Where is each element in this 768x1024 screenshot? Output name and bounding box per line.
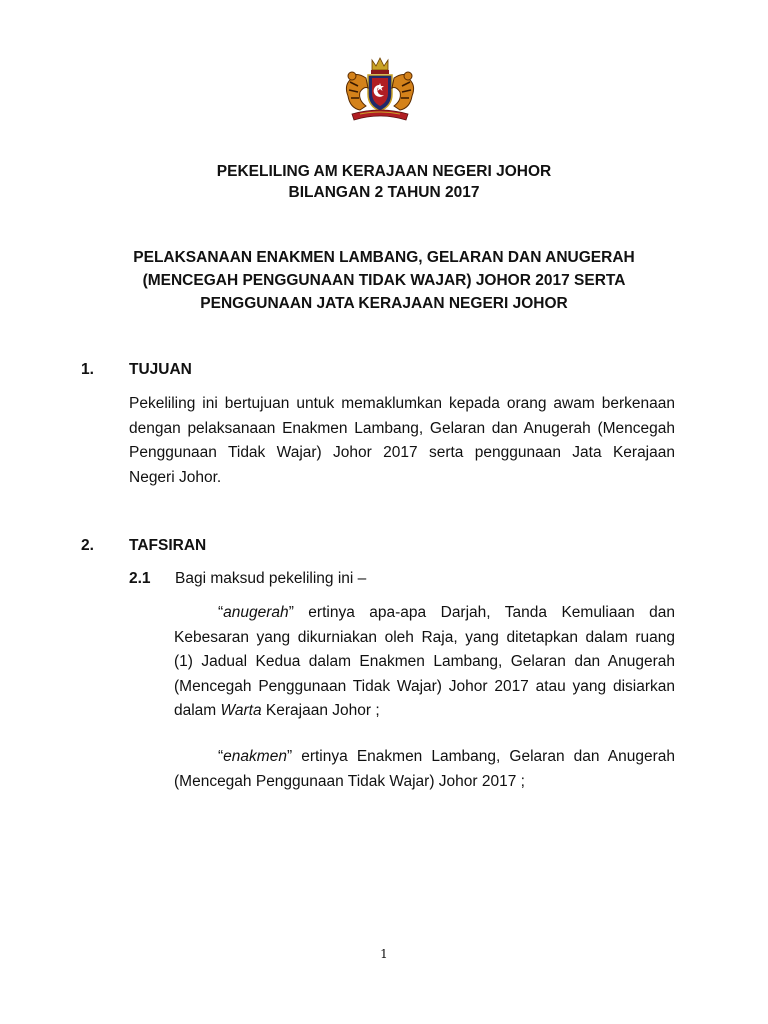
- definition-line: Kebesaran yang dikurniakan oleh Raja, yang ditetapkan dalam ruang: [174, 628, 675, 646]
- defined-term: enakmen: [223, 748, 287, 765]
- definition-first-line: [174, 601, 675, 626]
- close-quote: ”: [286, 748, 293, 765]
- paragraph-line: Negeri Johor.: [129, 468, 222, 486]
- paragraph-line: dengan pelaksanaan Enakmen Lambang, Gelaran dan Anugerah (Mencegah: [129, 419, 675, 437]
- heading-line-2: BILANGAN 2 TAHUN 2017: [288, 184, 480, 201]
- definition-line: (Mencegah Penggunaan Tidak Wajar) Johor 2017 atau yang disiarkan: [174, 677, 675, 695]
- open-quote: “: [218, 604, 224, 621]
- definition-anugerah: [174, 601, 675, 724]
- definition-enakmen: [174, 745, 675, 794]
- definition-line: (Mencegah Penggunaan Tidak Wajar) Johor 2017 ;: [174, 772, 525, 790]
- close-quote: ”: [288, 604, 294, 621]
- paragraph-line: Pekeliling ini bertujuan untuk memaklumkan kepada orang awam berkenaan: [129, 395, 675, 412]
- subject-line-1: PELAKSANAAN ENAKMEN LAMBANG, GELARAN DAN ANUGERAH: [133, 249, 635, 266]
- subject-title: [80, 246, 688, 315]
- section-1-paragraph: [129, 392, 675, 490]
- circular-heading: [80, 161, 688, 203]
- section-2-number: 2.: [81, 537, 94, 554]
- subsection-number: 2.1: [129, 570, 151, 587]
- definition-last-line: [174, 699, 675, 724]
- heading-line-1: PEKELILING AM KERAJAAN NEGERI JOHOR: [216, 163, 552, 180]
- italic-term: Warta: [220, 702, 262, 719]
- section-1-number: 1.: [81, 361, 94, 378]
- johor-coat-of-arms-icon: [338, 56, 422, 126]
- open-quote: “: [218, 748, 224, 765]
- page-number: 1: [380, 947, 388, 961]
- definition-line: (1) Jadual Kedua dalam Enakmen Lambang, Gelaran dan Anugerah: [174, 653, 675, 670]
- subject-line-3: PENGGUNAAN JATA KERAJAAN NEGERI JOHOR: [200, 295, 568, 312]
- section-2-title: TAFSIRAN: [129, 537, 207, 554]
- section-1-title: TUJUAN: [129, 361, 192, 378]
- subsection-2-1: [129, 570, 366, 588]
- definition-text: dalam: [174, 702, 221, 719]
- subject-line-2: (MENCEGAH PENGGUNAAN TIDAK WAJAR) JOHOR 2017 SERTA: [142, 272, 626, 289]
- definition-text: Kerajaan Johor ;: [261, 702, 380, 719]
- definition-text: ertinya Enakmen Lambang, Gelaran dan Anugerah: [292, 748, 675, 765]
- definition-first-line: [174, 745, 675, 770]
- defined-term: anugerah: [223, 604, 289, 621]
- definition-text: ertinya apa-apa Darjah, Tanda Kemuliaan dan: [293, 604, 675, 621]
- paragraph-line: Penggunaan Tidak Wajar) Johor 2017 serta penggunaan Jata Kerajaan: [129, 444, 675, 461]
- subsection-text: Bagi maksud pekeliling ini –: [175, 570, 367, 587]
